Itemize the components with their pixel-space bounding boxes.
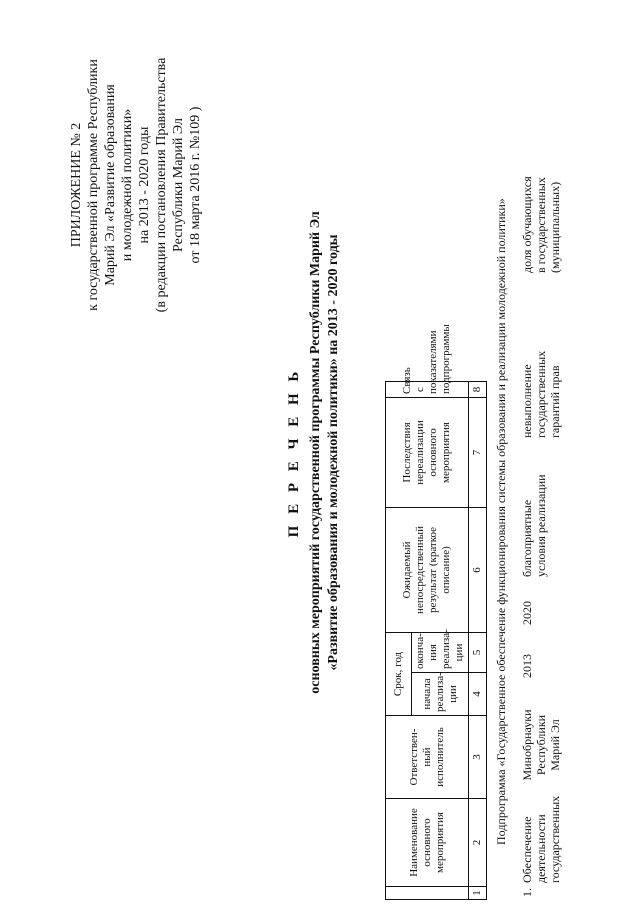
column-number: 5 [469,632,487,672]
appendix-line: от 18 марта 2016 г. №109 ) [188,106,203,264]
header-consequences: Последствия нереализации основного мероприятия [386,397,469,507]
column-number: 3 [469,716,487,799]
header-name: Наименование основного мероприятия [386,799,469,887]
column-number: 6 [469,507,487,632]
header-link: Связь с показателями подпрограммы [386,381,469,397]
consequence-line: невыполнение [520,364,534,438]
appendix-line: Марий Эл «Развитие образования [103,84,118,286]
appendix-line: и молодежной политики» [120,108,135,262]
link-line: доля обучающихся [520,176,534,273]
measure-name-line: государственных [548,795,562,883]
header-start: начала реализа-ции [412,673,469,716]
document-title-line2: «Развитие образования и молодежной политики» на 2013 - 2020 годы [326,234,341,671]
measure-executor [520,707,562,783]
appendix-line: Республики Марий Эл [171,118,186,252]
measure-result [520,459,548,577]
measure-name-line: Обеспечение [520,816,534,883]
column-number: 2 [469,799,487,887]
document-title-line1: основных мероприятий государственной программы Республики Марий Эл [308,211,323,694]
header-term: Срок, год [386,632,412,715]
consequence-line: гарантий прав [548,365,562,438]
appendix-header [68,25,204,345]
document-heading: П Е Р Е Ч Е Н Ь [286,367,302,538]
header-end: оконча-ния реализа-ции [412,632,469,672]
header-col1 [386,887,469,900]
appendix-line: на 2013 - 2020 годы [137,126,152,244]
measures-table [385,324,487,900]
row-number: 1. [520,888,534,897]
appendix-line: к государственной программе Республики [86,59,101,311]
measure-start-year: 2013 [520,654,534,678]
result-line: условия реализации [534,474,548,577]
header-result: Ожидаемый непосредственный результат (краткое описание) [386,507,469,632]
link-line: в государственных [534,177,548,273]
measure-consequence [520,328,562,438]
measure-indicator-link [520,123,562,273]
executor-line: Минобрнауки [520,709,534,781]
column-number: 7 [469,397,487,507]
column-number: 1 [469,887,487,900]
consequence-line: государственных [534,350,548,438]
subprogram-title: Подпрограмма «Государственное обеспечение функционирования системы образования и реализации молодежной политики» [494,198,508,845]
executor-line: Республики [534,714,548,776]
executor-line: Марий Эл [548,719,562,771]
appendix-line: ПРИЛОЖЕНИЕ № 2 [69,122,84,248]
measure-name-line: деятельности [534,814,548,883]
measure-name [520,795,562,883]
measure-end-year: 2020 [520,601,534,625]
appendix-line: (в редакции постановления Правительства [154,57,169,313]
column-number: 8 [469,381,487,397]
header-executor: Ответствен-ный исполнитель [386,716,469,799]
link-line: (муниципальных) [548,181,562,273]
result-line: благоприятные [520,499,534,577]
column-number: 4 [469,673,487,716]
